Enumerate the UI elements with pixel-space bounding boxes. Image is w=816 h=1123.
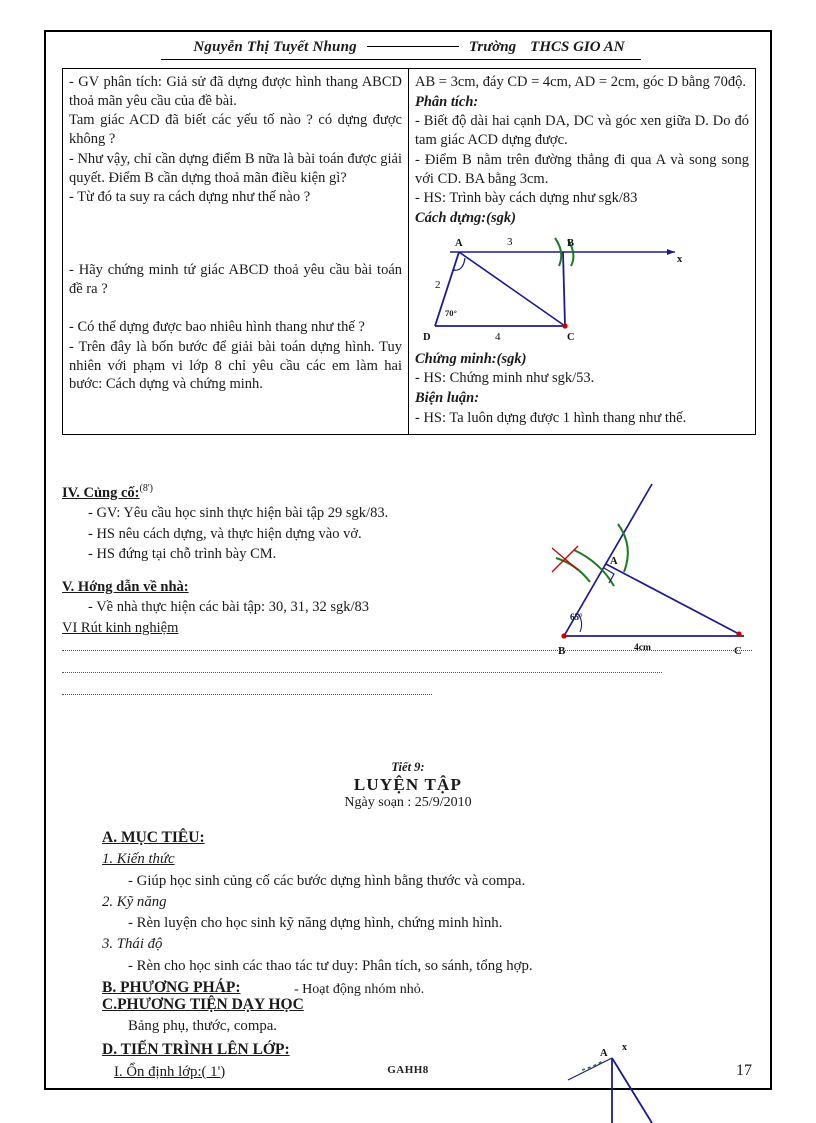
heading-a2: 2. Kỹ năng [102,893,167,910]
figure-bottom-construction [560,1040,700,1123]
svg-text:70°: 70° [445,307,457,318]
footer-page-number: 17 [736,1062,752,1079]
svg-text:2: 2 [435,278,441,291]
blank-line-3 [62,694,432,695]
svg-text:C: C [734,645,742,657]
header-rule [161,59,641,60]
left-line-4: - Từ đó ta suy ra cách dựng như thế nào ? [69,189,311,206]
blank-line-1 [62,650,752,651]
left-line-1: - GV phân tích: Giả sử đã dựng được hình thang ABCD thoả mãn yêu cầu của đề bài. [69,74,402,109]
section-v-heading: V. Hớng dẫn về nhà: [62,579,189,595]
figure-construction-triangle [534,484,764,664]
document-page [44,30,772,1090]
svg-text:D: D [423,331,431,343]
right-heading-bienluan: Biện luận: [415,390,480,407]
left-line-5: - Hãy chứng minh tứ giác ABCD thoả yêu cầu bài toán đề ra ? [69,261,402,297]
text-c: Bảng phụ, thước, compa. [128,1018,277,1035]
header-divider [367,46,459,47]
lesson-date: Ngày soạn : 25/9/2010 [344,795,472,810]
section-iv-line-3: - HS đứng tại chỗ trình bày CM. [88,546,277,563]
heading-a3: 3. Thái độ [102,936,163,953]
footer-doc-code: GAHH8 [387,1064,429,1076]
heading-c: C.PHƯƠNG TIỆN DẠY HỌC [102,995,304,1013]
right-heading-cachdung: Cách dựng:(sgk) [415,209,516,226]
text-a1: - Giúp học sinh củng cố các bước dựng hình bằng thước và compa. [128,872,526,889]
svg-text:B: B [558,645,566,657]
section-iv-line-2: - HS nêu cách dựng, và thực hiện dựng vào vở. [88,525,362,542]
section-iv-time: (8') [139,483,153,494]
svg-text:4cm: 4cm [634,643,651,653]
lesson-tiet: Tiết 9: [391,760,425,774]
table-left-column [63,69,409,434]
left-spacer-2 [69,299,402,317]
section-vi-heading: VI Rút kinh nghiệm [62,619,179,636]
right-line-2: - Biết độ dài hai cạnh DA, DC và góc xen giữa D. Do đó tam giác ACD dựng được. [415,113,749,149]
left-line-3: - Như vậy, chỉ cần dựng điểm B nữa là bài toán được giải quyết. Điểm B cần dựng thoả mãn điều kiện gì? [69,150,402,186]
heading-a: A. MỤC TIÊU: [102,829,205,846]
right-heading-chungminh: Chứng minh:(sgk) [415,350,527,367]
svg-text:A: A [600,1048,608,1059]
right-heading-phantich: Phân tích: [415,93,479,110]
table-right-column [409,69,755,434]
section-v [62,578,492,639]
heading-d1: I. Ổn định lớp:( 1') [114,1063,226,1080]
text-a3: - Rèn cho học sinh các thao tác tư duy: Phân tích, so sánh, tổng hợp. [128,957,533,974]
lesson-title: LUYỆN TẬP [353,775,463,794]
page-header [56,38,762,64]
lesson-plan-table [62,68,756,435]
heading-a1: 1. Kiến thức [102,851,175,868]
section-iv-heading: IV. Củng cố: [62,484,140,501]
right-line-6: - HS: Ta luôn dựng được 1 hình thang như thế. [415,409,687,426]
section-iv-line-1: - GV: Yêu cầu học sinh thực hiện bài tập 29 sgk/83. [88,505,389,522]
header-school-name: THCS GIO AN [530,39,625,55]
header-teacher-name: Nguyễn Thị Tuyết Nhung [193,39,357,55]
svg-text:x: x [622,1042,627,1053]
section-v-line-1: - Về nhà thực hiện các bài tập: 30, 31, 32 sgk/83 [88,599,370,616]
right-line-4: - HS: Trình bày cách dựng như sgk/83 [415,190,638,207]
text-a2: - Rèn luyện cho học sinh kỹ năng dựng hình, chứng minh hình. [128,915,503,932]
svg-text:3: 3 [507,235,513,248]
svg-text:B: B [567,237,575,249]
blank-line-2 [62,672,662,673]
lesson-title-block [46,760,770,811]
svg-text:A: A [455,237,463,249]
section-iv [62,482,492,566]
right-line-3: - Điểm B nằm trên đường thẳng đi qua A và song song với CD. BA bằng 3cm. [415,151,749,187]
header-school-label: Trường [468,39,517,55]
svg-text:A: A [610,556,618,567]
svg-text:x: x [677,253,683,265]
left-line-6: - Có thể dựng được bao nhiêu hình thang như thế ? [69,319,365,336]
right-line-5: - HS: Chứng minh như sgk/53. [415,370,595,387]
left-spacer-1 [69,208,402,260]
heading-d: D. TIẾN TRÌNH LÊN LỚP: [102,1041,290,1059]
svg-text:4: 4 [495,330,501,343]
text-b: - Hoạt động nhóm nhỏ. [294,981,425,997]
left-line-7: - Trên đây là bốn bước để giải bài toán dựng hình. Tuy nhiên với phạm vi lớp 8 chỉ yêu cầu các em làm hai bước: Cách dựng và chứng minh. [69,339,402,393]
heading-b: B. PHƯƠNG PHÁP: [102,978,241,996]
svg-text:65°: 65° [570,612,583,622]
figure-trapezoid [415,230,749,348]
svg-text:C: C [567,331,575,343]
right-line-1: AB = 3cm, đáy CD = 4cm, AD = 2cm, góc D bằng 70độ. [415,74,747,90]
left-line-2: Tam giác ACD đã biết các yếu tố nào ? có dựng được không ? [69,112,402,148]
